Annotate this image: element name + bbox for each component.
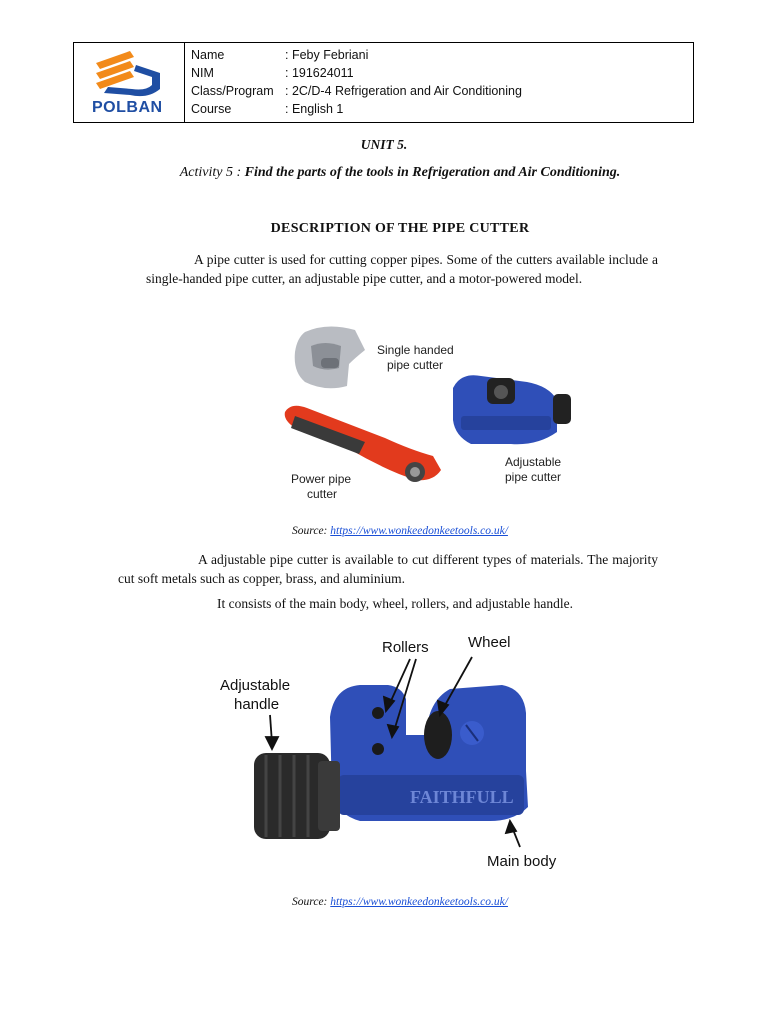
paragraph-parts: It consists of the main body, wheel, rollers, and adjustable handle. [216, 596, 574, 611]
info-value: : Feby Febriani [285, 48, 369, 62]
power-cutter-caption-line2: cutter [307, 487, 338, 501]
unit-title: UNIT 5. [360, 137, 408, 152]
adjustable-cutter-caption-line2: pipe cutter [505, 470, 562, 484]
cutter-body-image [330, 685, 528, 821]
pipe-cutter-types-figure [265, 320, 585, 505]
info-value: : English 1 [285, 102, 344, 116]
polban-logo [74, 43, 185, 122]
source-link[interactable]: https://www.wonkeedonkeetools.co.uk/ [330, 525, 508, 537]
brand-text: FAITHFULL [410, 787, 514, 807]
adjustable-knob-image [254, 753, 340, 839]
activity-task: Find the parts of the tools in Refrigeration and Air Conditioning. [244, 165, 621, 180]
single-cutter-caption-line1: Single handed [377, 343, 454, 357]
activity-line [0, 165, 768, 181]
header-box [73, 42, 694, 123]
student-info [185, 43, 528, 122]
paragraph-adjustable: A adjustable pipe cutter is available to cut different types of materials. The majority cut soft metals such as copper, brass, and aluminium. [118, 552, 658, 586]
source-label: Source: [292, 896, 331, 908]
info-value: : 2C/D-4 Refrigeration and Air Conditioning [285, 84, 522, 98]
activity-lead: Activity 5 : [179, 165, 245, 180]
source-line [0, 525, 768, 537]
source-line [0, 896, 768, 908]
main-body-label: Main body [487, 853, 557, 870]
info-label: NIM [191, 66, 214, 80]
info-row-class [191, 82, 522, 100]
adjustable-cutter-image [453, 375, 571, 444]
rollers-label: Rollers [382, 639, 429, 656]
section-title: DESCRIPTION OF THE PIPE CUTTER [270, 221, 530, 236]
handle-label-line2: handle [234, 696, 280, 713]
single-cutter-caption-line2: pipe cutter [387, 358, 444, 372]
wheel-label: Wheel [468, 634, 511, 651]
info-row-name [191, 46, 522, 64]
handle-label-line1: Adjustable [220, 677, 291, 694]
adjustable-cutter-parts-figure [210, 625, 580, 885]
paragraph-intro: A pipe cutter is used for cutting copper pipes. Some of the cutters available include a single-handed pipe cutter, an adjustable pipe cutter, and a motor-powered model. [146, 252, 658, 286]
adjustable-cutter-caption-line1: Adjustable [505, 455, 562, 469]
info-label: Class/Program [191, 84, 274, 98]
info-value: : 191624011 [285, 66, 354, 80]
source-link[interactable]: https://www.wonkeedonkeetools.co.uk/ [330, 896, 508, 908]
info-label: Course [191, 102, 232, 116]
power-cutter-caption-line1: Power pipe [291, 472, 352, 486]
single-handed-cutter-image [295, 326, 365, 388]
power-pipe-cutter-image [285, 406, 441, 482]
source-label: Source: [292, 525, 331, 537]
info-row-nim [191, 64, 522, 82]
info-row-course [191, 100, 522, 118]
logo-text: POLBAN [92, 99, 163, 116]
info-label: Name [191, 48, 225, 62]
